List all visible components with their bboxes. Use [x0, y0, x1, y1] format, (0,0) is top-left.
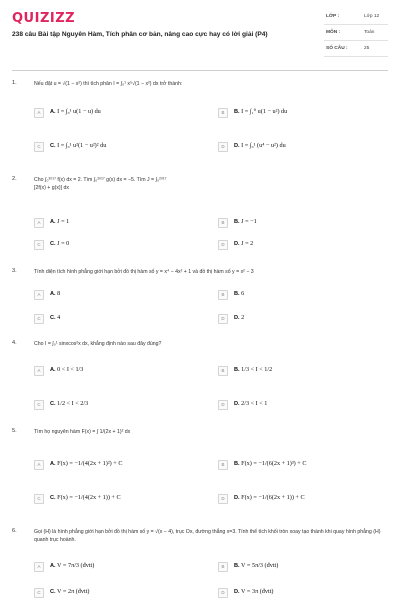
question-number: 5. [12, 428, 17, 434]
option-text: D. 2 [234, 314, 245, 321]
question-number: 6. [12, 528, 17, 534]
option-text: A. 8 [50, 290, 61, 297]
option-text: A. 0 < I < 1/3 [50, 366, 84, 373]
question-text: Tính diện tích hình phẳng giới hạn bởi đồ thị hàm số y = x⁴ − 4x² + 1 và đồ thị hàm số y = x² − 3 [34, 269, 254, 275]
question-text: Gọi (H) là hình phẳng giới hạn bởi đồ thị hàm số y = √(x − 4), trục Ox, đường thẳng x=3. Tính thể tích khối tròn xoay tạo thành khi quay hình phẳng (H) quanh trục hoành. [34, 529, 381, 543]
option-text: B. 1/3 < I < 1/2 [234, 366, 273, 373]
option-letter-box: A [34, 366, 44, 376]
meta-key: LỚP : [326, 14, 340, 19]
option-letter-box: A [34, 218, 44, 228]
option-letter-box: B [218, 218, 228, 228]
quizizz-logo: QUIZIZZ [12, 11, 76, 26]
question-text: Nếu đặt u = √(1 − x²) thì tích phân I = ∫₀¹ x⁵√(1 − x²) dx trở thành: [34, 81, 183, 87]
option-letter-box: B [218, 460, 228, 470]
option-text: C. J = 0 [50, 240, 70, 247]
option-letter-box: D [218, 588, 228, 598]
option-text: A. I = ∫₀¹ u(1 − u) du [50, 108, 101, 115]
question-text: Cho I = ∫₀¹ sinxcos²x dx, khẳng định nào sau đây đúng? [34, 341, 162, 347]
header-divider [12, 70, 388, 71]
option-text: C. F(x) = −1/(4(2x + 1)) + C [50, 494, 121, 501]
option-letter-box: B [218, 290, 228, 300]
option-letter-box: D [218, 240, 228, 250]
option-text: D. F(x) = −1/(6(2x + 1)) + C [234, 494, 305, 501]
option-text: B. I = ∫₁⁰ u(1 − u²) du [234, 108, 288, 115]
meta-table [324, 9, 388, 57]
option-letter-box: A [34, 290, 44, 300]
option-letter-box: A [34, 460, 44, 470]
option-letter-box: D [218, 314, 228, 324]
option-letter-box: C [34, 494, 44, 504]
option-letter-box: C [34, 240, 44, 250]
option-letter-box: C [34, 588, 44, 598]
option-text: C. I = ∫₀¹ u²(1 − u²)² du [50, 142, 107, 149]
option-letter-box: D [218, 494, 228, 504]
option-letter-box: B [218, 562, 228, 572]
option-text: D. J = 2 [234, 240, 254, 247]
option-letter-box: C [34, 142, 44, 152]
question-number: 4. [12, 340, 17, 346]
option-text: A. J = 1 [50, 218, 70, 225]
option-text: D. I = ∫₀¹ (u⁴ − u²) du [234, 142, 286, 149]
option-text: A. F(x) = −1/(4(2x + 1)²) + C [50, 460, 123, 467]
meta-value: 25 [364, 46, 370, 51]
document-title: 238 câu Bài tập Nguyên Hàm, Tích phân cơ bản, nâng cao cực hay có lời giải (P4) [12, 31, 268, 38]
option-text: B. V = 5π/3 (đvtt) [234, 562, 279, 569]
option-text: C. 4 [50, 314, 61, 321]
option-letter-box: B [218, 108, 228, 118]
option-text: D. 2/3 < I < 1 [234, 400, 268, 407]
option-letter-box: A [34, 562, 44, 572]
option-text: B. J = −1 [234, 218, 257, 225]
option-letter-box: D [218, 142, 228, 152]
meta-key: MÔN : [326, 30, 341, 35]
question-number: 3. [12, 268, 17, 274]
option-letter-box: C [34, 314, 44, 324]
option-letter-box: D [218, 400, 228, 410]
meta-value: Toán [364, 30, 375, 35]
option-text: B. F(x) = −1/(6(2x + 1)³) + C [234, 460, 307, 467]
option-letter-box: A [34, 108, 44, 118]
option-text: A. V = 7π/3 (đvtt) [50, 562, 95, 569]
meta-row-subject [324, 25, 388, 41]
page-header [0, 0, 400, 68]
option-text: C. V = 2π (đvtt) [50, 588, 90, 595]
meta-row-count [324, 41, 388, 57]
meta-key: SỐ CÂU : [326, 46, 348, 51]
question-number: 1. [12, 80, 17, 86]
question-text: Tìm họ nguyên hàm F(x) = ∫ 1/(2x + 1)² dx [34, 429, 131, 435]
question-text: Cho ∫₀²⁰¹⁷ f(x) dx = 2. Tìm ∫₀²⁰¹⁷ g(x) dx = −5. Tìm J = ∫₀²⁰¹⁷ [2f(x) + g(x)] dx [34, 177, 167, 191]
option-letter-box: B [218, 366, 228, 376]
option-letter-box: C [34, 400, 44, 410]
question-number: 2. [12, 176, 17, 182]
option-text: B. 6 [234, 290, 245, 297]
option-text: C. 1/2 < I < 2/3 [50, 400, 89, 407]
meta-row-class [324, 9, 388, 25]
option-text: D. V = 3π (đvtt) [234, 588, 274, 595]
meta-value: Lớp 12 [364, 14, 380, 19]
